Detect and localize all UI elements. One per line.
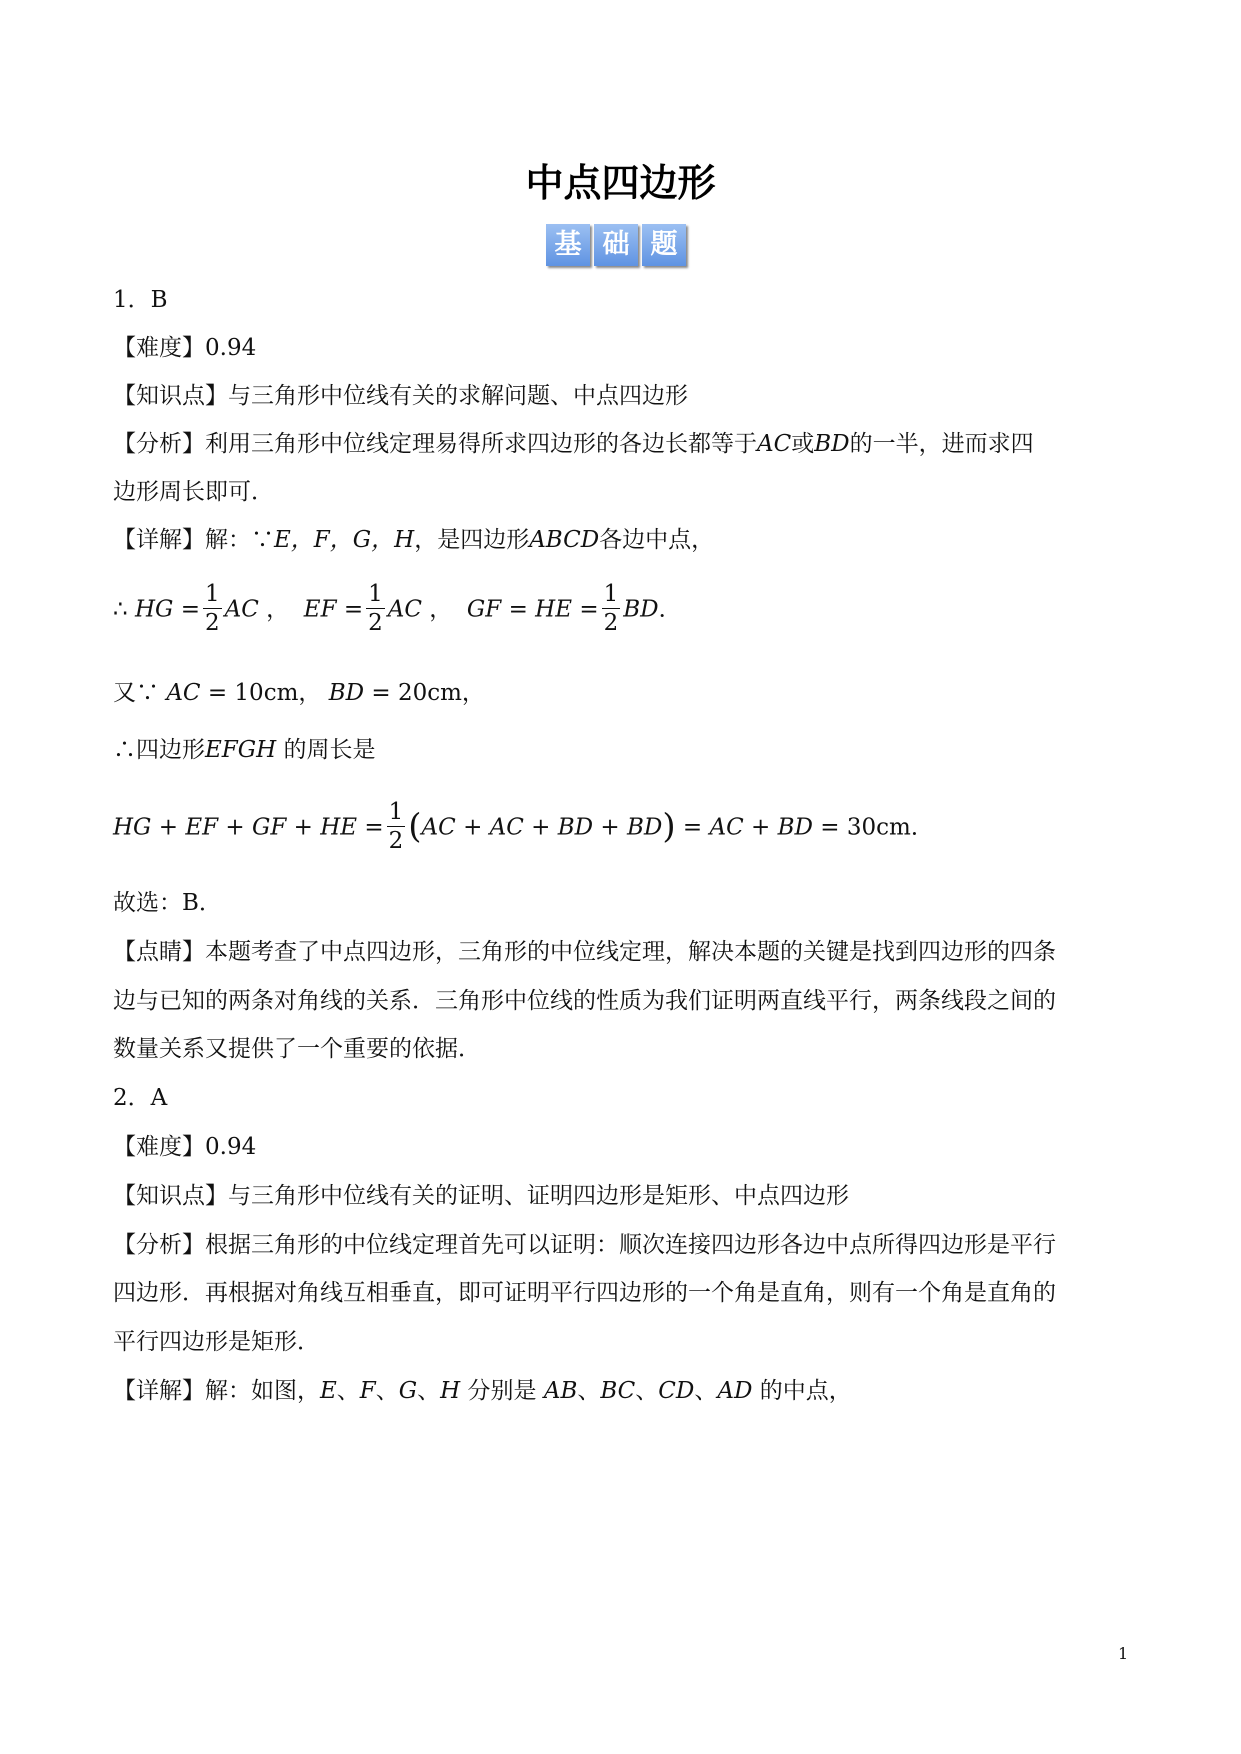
math-var: AC [224, 596, 259, 623]
frac-num: 1 [204, 581, 220, 607]
text: 分别是 [467, 1378, 537, 1404]
page-title: 中点四边形 [525, 161, 716, 205]
q2-analysis-line-2: 四边形．再根据对角线互相垂直，即可证明平行四边形的一个角是直角，则有一个角是直角的 [113, 1280, 1056, 1306]
q1-equation-3 [113, 735, 1133, 765]
math-var: E [320, 1378, 337, 1404]
q2-heading: 2．A [113, 1085, 168, 1111]
paren: ) [662, 806, 676, 847]
text: 【详解】解：如图， [113, 1378, 320, 1404]
section-badge [546, 224, 686, 266]
q1-choose: 故选：B． [113, 890, 222, 916]
text: 【详解】解：∵ [113, 527, 274, 553]
q1-comment-line-2: 边与已知的两条对角线的关系．三角形中位线的性质为我们证明两直线平行，两条线段之间的 [113, 988, 1056, 1014]
q1-equation-1: ∴ HG = $\frac{1}{2}$ AC ， EF = $\frac{1}{2}$ AC ， GF = HE = $\frac{1}{2}$ BD． [113, 581, 682, 636]
math-var: BC [600, 1378, 636, 1404]
math-expr: HG + EF + GF + HE [113, 814, 358, 841]
text: 或 [791, 431, 815, 457]
sep: 、 [635, 1378, 659, 1404]
fraction [203, 580, 222, 637]
badge-char-3: 题 [642, 224, 686, 266]
text: 【分析】利用三角形中位线定理易得所求四边形的各边长都等于 [113, 431, 757, 457]
text: 各边中点， [599, 527, 715, 553]
text: = 10cm， [200, 680, 322, 706]
paren: ( [408, 806, 422, 847]
math-var: BD [814, 431, 850, 457]
q1-heading: 1．B [113, 287, 168, 313]
q2-knowledge: 【知识点】与三角形中位线有关的证明、证明四边形是矩形、中点四边形 [113, 1183, 849, 1209]
frac-num: 1 [368, 581, 383, 607]
math-var: G [398, 1378, 418, 1404]
fraction [387, 798, 406, 855]
math-var: E，F，G，H [274, 527, 415, 553]
page-number: 1 [1118, 1644, 1129, 1663]
text: = 30cm [812, 814, 911, 841]
math-var: AC [387, 596, 422, 623]
q1-analysis-line-1 [113, 429, 1133, 459]
math-var: BD [623, 596, 659, 623]
math-var: BD [328, 680, 365, 706]
q2-analysis-line-1: 【分析】根据三角形的中位线定理首先可以证明：顺次连接四边形各边中点所得四边形是平行 [113, 1232, 1056, 1258]
sep: 、 [375, 1378, 399, 1404]
math-var: HG [134, 596, 174, 623]
q1-comment-line-3: 数量关系又提供了一个重要的依据． [113, 1036, 481, 1062]
fraction [602, 580, 621, 637]
q1-analysis-line-2: 边形周长即可． [113, 479, 274, 505]
frac-den: 2 [368, 610, 383, 636]
therefore: ∴ [113, 596, 135, 623]
text: ，是四边形 [414, 527, 530, 553]
math-var: EF [303, 596, 337, 623]
math-var: CD [658, 1378, 695, 1404]
math-var: GF [466, 596, 502, 623]
sep: 、 [577, 1378, 601, 1404]
math-expr: AC + BD [709, 814, 813, 841]
fraction [366, 580, 385, 637]
math-var: F [359, 1378, 376, 1404]
frac-den: 2 [603, 610, 619, 636]
q2-detail-line [113, 1376, 1133, 1406]
text: 的中点， [759, 1378, 852, 1404]
text: 又∵ [113, 680, 167, 706]
q1-knowledge: 【知识点】与三角形中位线有关的求解问题、中点四边形 [113, 383, 688, 409]
text: 的一半，进而求四 [849, 431, 1034, 457]
q2-analysis-line-3: 平行四边形是矩形． [113, 1329, 320, 1355]
sep: 、 [417, 1378, 441, 1404]
frac-num: 1 [388, 799, 404, 825]
q2-difficulty: 【难度】0.94 [113, 1134, 257, 1160]
math-var: HE [535, 596, 573, 623]
badge-char-1: 基 [546, 224, 590, 266]
q1-equation-2 [113, 678, 1133, 708]
q1-detail-line-1 [113, 525, 1133, 555]
math-var: EFGH [205, 737, 277, 763]
math-expr: AC + AC + BD + BD [421, 814, 663, 841]
sep: 、 [694, 1378, 718, 1404]
math-var: ABCD [529, 527, 600, 553]
sep: 、 [336, 1378, 360, 1404]
text: 的周长是 [283, 737, 376, 763]
frac-den: 2 [388, 828, 404, 854]
q1-comment-line-1: 【点睛】本题考查了中点四边形，三角形的中位线定理，解决本题的关键是找到四边形的四条 [113, 939, 1056, 965]
math-var: AC [166, 680, 201, 706]
q1-difficulty: 【难度】0.94 [113, 335, 257, 361]
text: = 20cm， [364, 680, 485, 706]
math-var: H [440, 1378, 461, 1404]
q1-equation-4: HG + EF + GF + HE = $\frac{1}{2}$ (AC + AC + BD + BD) = AC + BD = 30cm． [113, 799, 934, 854]
badge-char-2: 础 [594, 224, 638, 266]
frac-num: 1 [603, 581, 619, 607]
frac-den: 2 [204, 610, 220, 636]
math-var: AD [717, 1378, 753, 1404]
math-var: AC [757, 431, 792, 457]
math-var: AB [543, 1378, 578, 1404]
text: ∴四边形 [113, 737, 205, 763]
